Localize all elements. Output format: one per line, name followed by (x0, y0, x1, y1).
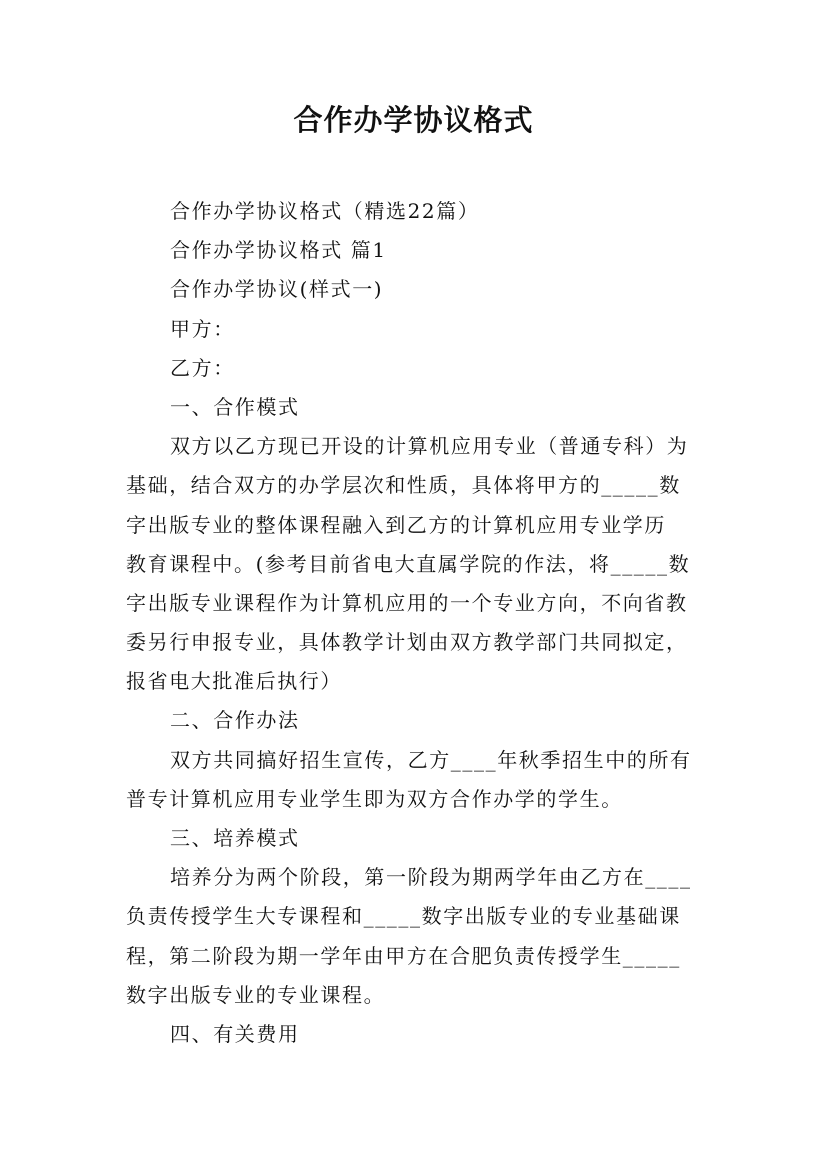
article-heading: 合作办学协议格式 篇1 (170, 238, 387, 263)
paragraph-line: 程，第二阶段为期一学年由甲方在合肥负责传授学生_____ (126, 943, 681, 968)
section-heading-fees: 四、有关费用 (170, 1021, 300, 1046)
paragraph-line: 数字出版专业的专业课程。 (126, 982, 386, 1007)
section-heading-cooperation-mode: 一、合作模式 (170, 394, 300, 419)
paragraph-line: 报省电大批准后执行） (126, 669, 342, 694)
paragraph-line: 双方共同搞好招生宣传，乙方____年秋季招生中的所有 (170, 747, 692, 772)
paragraph-line: 字出版专业的整体课程融入到乙方的计算机应用专业学历 (126, 512, 666, 537)
paragraph-line: 普专计算机应用专业学生即为双方合作办学的学生。 (126, 786, 623, 811)
subtitle-line: 合作办学协议格式（精选22篇） (170, 199, 480, 223)
paragraph-line: 培养分为两个阶段，第一阶段为期两学年由乙方在____ (170, 865, 692, 890)
paragraph-line: 字出版专业课程作为计算机应用的一个专业方向，不向省教 (126, 590, 688, 615)
paragraph-line: 委另行申报专业，具体教学计划由双方教学部门共同拟定， (126, 630, 688, 655)
paragraph-line: 双方以乙方现已开设的计算机应用专业（普通专科）为 (170, 434, 689, 459)
party-b-label: 乙方： (170, 355, 235, 380)
section-heading-cooperation-method: 二、合作办法 (170, 708, 300, 733)
document-body (126, 192, 704, 1054)
document-title: 合作办学协议格式 (293, 103, 534, 137)
paragraph-line: 教育课程中。(参考目前省电大直属学院的作法，将_____数 (126, 551, 691, 576)
paragraph-line: 基础，结合双方的办学层次和性质，具体将甲方的_____数 (126, 473, 681, 498)
section-heading-training-mode: 三、培养模式 (170, 826, 300, 850)
paragraph-line: 负责传授学生大专课程和_____数字出版专业的专业基础课 (126, 904, 681, 929)
agreement-name: 合作办学协议(样式一) (170, 277, 384, 302)
party-a-label: 甲方： (170, 316, 235, 341)
